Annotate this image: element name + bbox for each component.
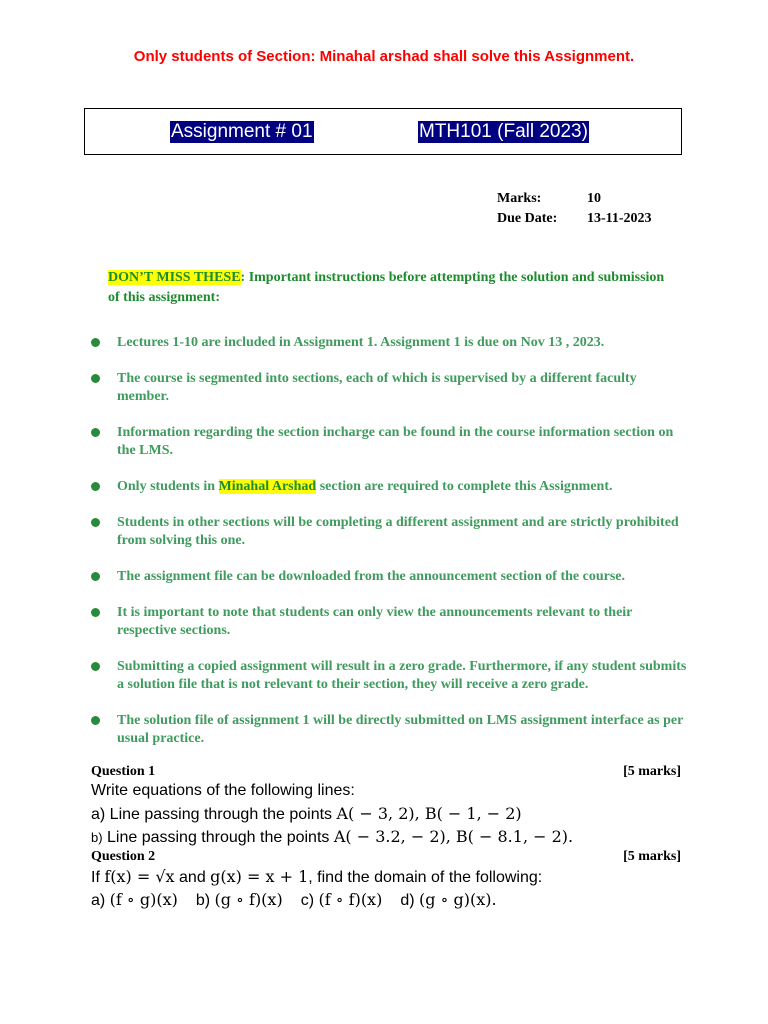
math-expression: g(x) = x + 1 [210, 867, 309, 886]
question-2-parts [91, 890, 497, 910]
math-expression: A( − 3, 2), B( − 1, − 2) [336, 804, 522, 823]
due-date-row [497, 211, 652, 227]
bullet-icon [91, 716, 100, 725]
bullet-icon [91, 662, 100, 671]
bullet-icon [91, 572, 100, 581]
bullet-icon [91, 428, 100, 437]
bullet-icon [91, 608, 100, 617]
part-a: a) (f ∘ g)(x) [91, 890, 178, 909]
part-d: d) (g ∘ g)(x). [400, 890, 497, 909]
bullet-icon [91, 518, 100, 527]
section-name-highlight: Minahal Arshad [218, 479, 317, 494]
question-2-title: Question 2 [91, 849, 156, 864]
list-item: The assignment file can be downloaded from the announcement section of the course. [88, 568, 688, 586]
question-1-part-a: a) Line passing through the points A( − 3, 2), B( − 1, − 2) [91, 804, 522, 823]
important-instructions [108, 268, 668, 308]
list-item: Students in other sections will be completing a different assignment and are strictly prohibited from solving this one. [88, 514, 688, 550]
list-item: Only students in Minahal Arshad section are required to complete this Assignment. [88, 478, 688, 496]
marks-value: 10 [587, 191, 601, 206]
instruction-list [88, 334, 688, 766]
question-1-prompt: Write equations of the following lines: [91, 782, 355, 799]
dont-miss-highlight: DON’T MISS THESE [108, 270, 241, 285]
math-expression: f(x) = √x [104, 867, 175, 886]
list-item: Information regarding the section incharge can be found in the course information section on the LMS. [88, 424, 688, 460]
marks-row [497, 191, 601, 207]
list-item: It is important to note that students can only view the announcements relevant to their respective sections. [88, 604, 688, 640]
due-date-value: 13-11-2023 [587, 211, 652, 226]
question-1-heading [91, 764, 681, 780]
part-b: b) (g ∘ f)(x) [195, 890, 283, 909]
marks-label: Marks: [497, 191, 542, 206]
section-notice: Only students of Section: Minahal arshad shall solve this Assignment. [133, 48, 635, 65]
question-1-marks: [5 marks] [623, 764, 681, 779]
list-item: Lectures 1-10 are included in Assignment 1. Assignment 1 is due on Nov 13 , 2023. [88, 334, 688, 352]
question-1-part-b: b) Line passing through the points A( − 3.2, − 2), B( − 8.1, − 2). [91, 827, 574, 846]
question-1-title: Question 1 [91, 764, 156, 779]
question-2-prompt: If f(x) = √x and g(x) = x + 1, find the domain of the following: [91, 867, 543, 886]
course-title: MTH101 (Fall 2023) [419, 121, 588, 142]
list-item: Submitting a copied assignment will result in a zero grade. Furthermore, if any student submits a solution file that is not relevant to their section, they will receive a zero grade. [88, 658, 688, 694]
bullet-icon [91, 374, 100, 383]
list-item: The solution file of assignment 1 will be directly submitted on LMS assignment interface as per usual practice. [88, 712, 688, 748]
bullet-icon [91, 482, 100, 491]
bullet-icon [91, 338, 100, 347]
list-item: The course is segmented into sections, each of which is supervised by a different faculty member. [88, 370, 688, 406]
title-box [84, 108, 682, 155]
question-2-marks: [5 marks] [623, 849, 681, 864]
part-c: c) (f ∘ f)(x) [300, 890, 383, 909]
assignment-number: Assignment # 01 [171, 121, 313, 142]
math-expression: A( − 3.2, − 2), B( − 8.1, − 2). [333, 827, 574, 846]
due-date-label: Due Date: [497, 211, 558, 226]
question-2-heading [91, 849, 681, 865]
instructions-text: : Important instructions before attempting the solution and submission of this assignment: [108, 270, 665, 305]
